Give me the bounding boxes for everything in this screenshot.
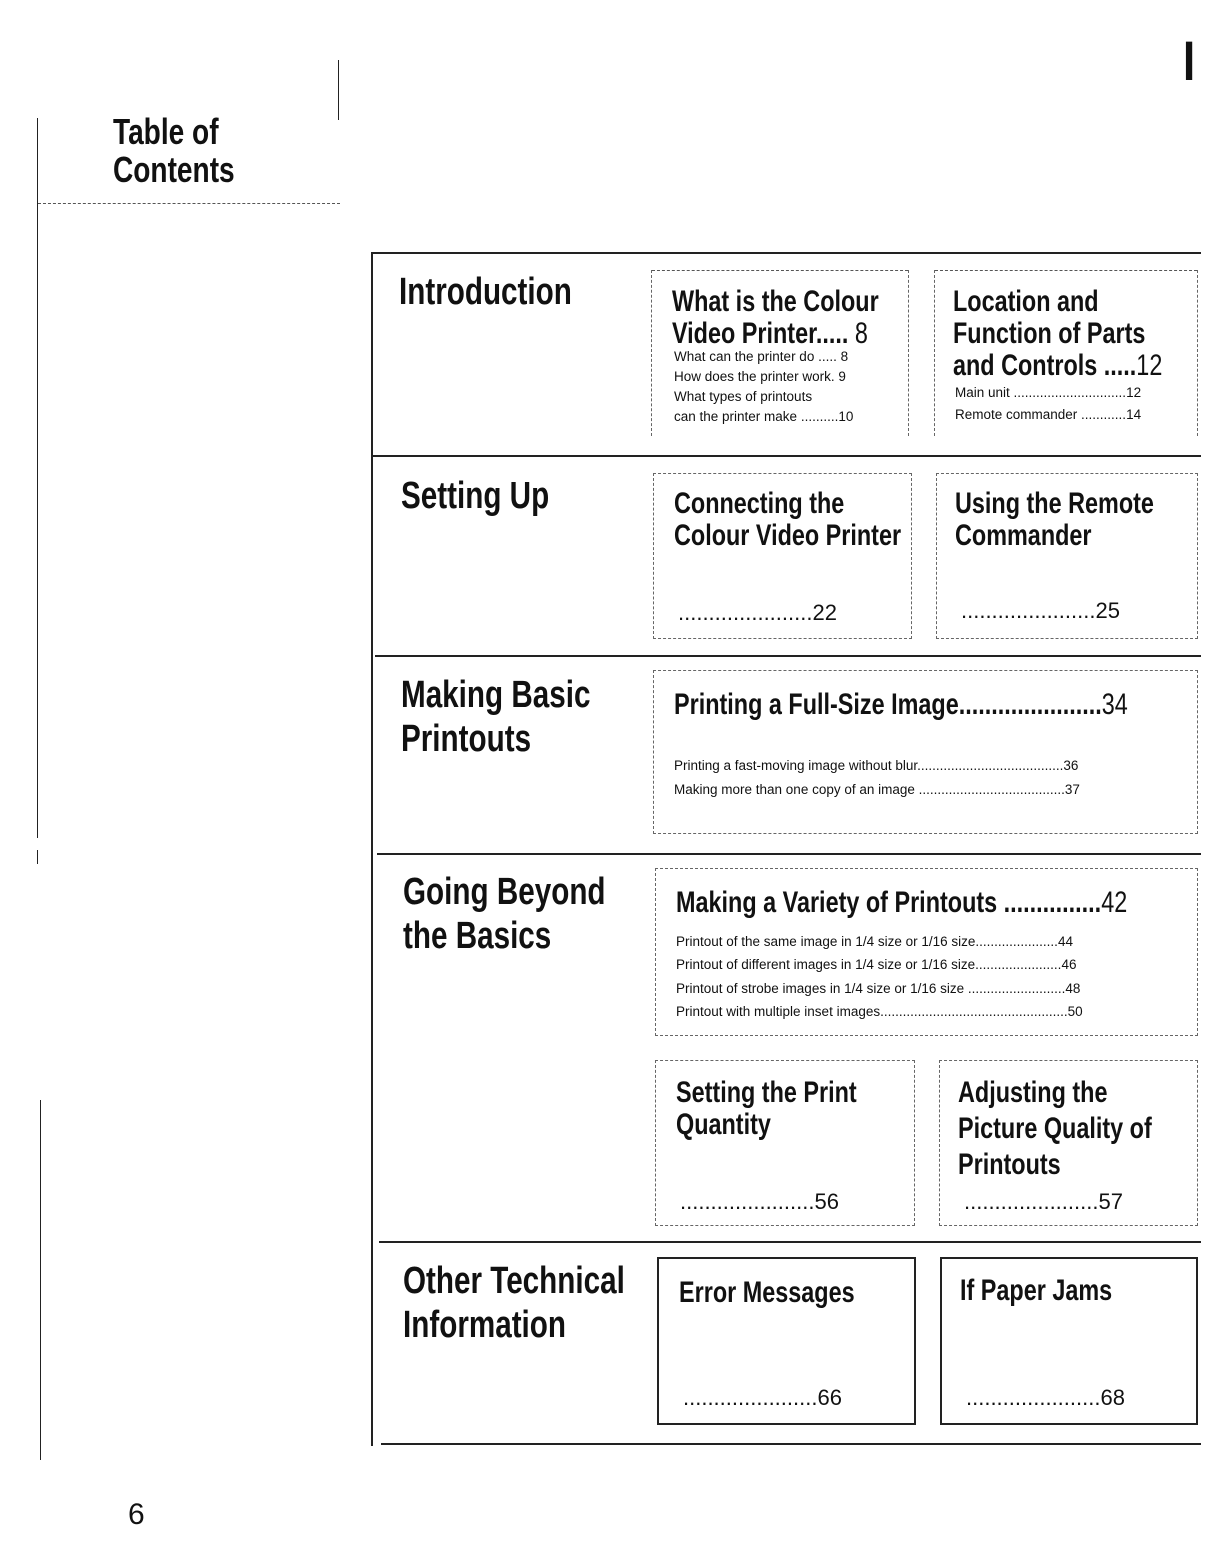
entry-page-number: 34 (1101, 688, 1128, 721)
entry-subitem[interactable]: Printout of different images in 1/4 size or 1/16 size.......................46 (676, 957, 1077, 972)
toc-title (113, 113, 235, 189)
entry-title-line: Colour Video Printer (674, 519, 902, 552)
entry-title-line: Setting the Print (676, 1076, 857, 1109)
toc-entry-print-quantity[interactable] (655, 1060, 915, 1226)
toc-title-line-2: Contents (113, 149, 235, 190)
entry-title-line: If Paper Jams (960, 1274, 1113, 1307)
toc-entry-error-messages[interactable] (657, 1257, 916, 1425)
toc-entry-what-is-printer[interactable] (651, 270, 909, 436)
entry-subitem[interactable]: How does the printer work. 9 (674, 369, 846, 384)
entry-page-number: 57 (1098, 1189, 1123, 1214)
section-title-going-beyond: Going Beyond the Basics (403, 871, 606, 957)
entry-leader: ......................57 (964, 1189, 1123, 1214)
section-title-other-technical: Other Technical Information (403, 1260, 625, 1346)
section-title-setting-up: Setting Up (401, 475, 550, 517)
entry-title-line: and Controls .....12 (953, 349, 1163, 382)
toc-entry-variety[interactable] (655, 868, 1198, 1036)
entry-title-line: Printouts (958, 1148, 1061, 1181)
entry-title-line: What is the Colour (672, 285, 879, 318)
left-margin-line (37, 118, 38, 838)
toc-title-line-1: Table of (113, 111, 219, 152)
entry-subitem[interactable]: can the printer make ..........10 (674, 409, 854, 424)
left-margin-line-bottom (40, 1100, 41, 1460)
left-margin-line-lower (37, 850, 38, 864)
section-title-making-basic: Making Basic Printouts (401, 674, 591, 760)
entry-page-number: 66 (817, 1385, 842, 1410)
entry-page-number: 25 (1095, 598, 1120, 623)
toc-entry-paper-jams[interactable] (940, 1257, 1198, 1425)
entry-subitem[interactable]: What can the printer do ..... 8 (674, 349, 849, 364)
entry-title-line: Making a Variety of Printouts ...............42 (676, 886, 1128, 919)
section-divider-2 (375, 655, 1201, 657)
entry-page-number: 22 (812, 600, 837, 625)
entry-subitem[interactable]: Making more than one copy of an image .......................................37 (674, 782, 1080, 797)
toc-entry-full-size[interactable] (653, 670, 1198, 834)
entry-page-number: 56 (814, 1189, 839, 1214)
entry-subitem[interactable]: Remote commander ............14 (955, 407, 1142, 422)
toc-entry-location-function[interactable] (934, 270, 1198, 436)
frame-bottom-rule (381, 1443, 1201, 1445)
entry-subitem[interactable]: Main unit ..............................12 (955, 385, 1142, 400)
header-tick (338, 60, 339, 120)
corner-mark: I (1183, 29, 1196, 92)
entry-page-number: 68 (1100, 1385, 1125, 1410)
entry-title-line: Connecting the (674, 487, 845, 520)
frame-top-rule (371, 252, 1201, 254)
section-divider-4 (379, 1241, 1201, 1243)
entry-subitem[interactable]: Printing a fast-moving image without blur.......................................36 (674, 758, 1079, 773)
section-title-introduction: Introduction (399, 271, 572, 313)
entry-title-line: Video Printer..... 8 (672, 317, 868, 350)
frame-left-border (371, 253, 373, 1446)
entry-page-number: 12 (1136, 349, 1163, 382)
entry-leader: ......................56 (680, 1189, 839, 1214)
entry-subitem[interactable]: Printout with multiple inset images..................................................50 (676, 1004, 1083, 1019)
header-divider (38, 203, 340, 204)
entry-title-line: Commander (955, 519, 1092, 552)
entry-leader: ......................68 (966, 1385, 1125, 1410)
entry-leader: ......................66 (683, 1385, 842, 1410)
page-number: 6 (128, 1498, 145, 1531)
entry-subitem[interactable]: Printout of strobe images in 1/4 size or 1/16 size ..........................48 (676, 981, 1081, 996)
entry-title-line: Quantity (676, 1108, 771, 1141)
toc-entry-connecting[interactable] (653, 473, 912, 639)
entry-title-line: Printing a Full-Size Image......................34 (674, 688, 1128, 721)
entry-subitem[interactable]: What types of printouts (674, 389, 813, 404)
entry-title-line: Location and (953, 285, 1099, 318)
entry-page-number: 8 (854, 317, 868, 350)
entry-subitem[interactable]: Printout of the same image in 1/4 size or 1/16 size......................44 (676, 934, 1073, 949)
toc-entry-using-remote[interactable] (936, 473, 1198, 639)
section-divider-3 (377, 853, 1201, 855)
entry-leader: ......................22 (678, 600, 837, 625)
entry-title-line: Adjusting the (958, 1076, 1108, 1109)
entry-title-line: Error Messages (679, 1276, 855, 1309)
toc-entry-picture-quality[interactable] (939, 1060, 1198, 1226)
entry-leader: ......................25 (961, 598, 1120, 623)
entry-page-number: 42 (1101, 886, 1128, 919)
entry-title-line: Function of Parts (953, 317, 1146, 350)
entry-title-line: Picture Quality of (958, 1112, 1152, 1145)
entry-title-line: Using the Remote (955, 487, 1154, 520)
section-divider-1 (373, 455, 1201, 457)
